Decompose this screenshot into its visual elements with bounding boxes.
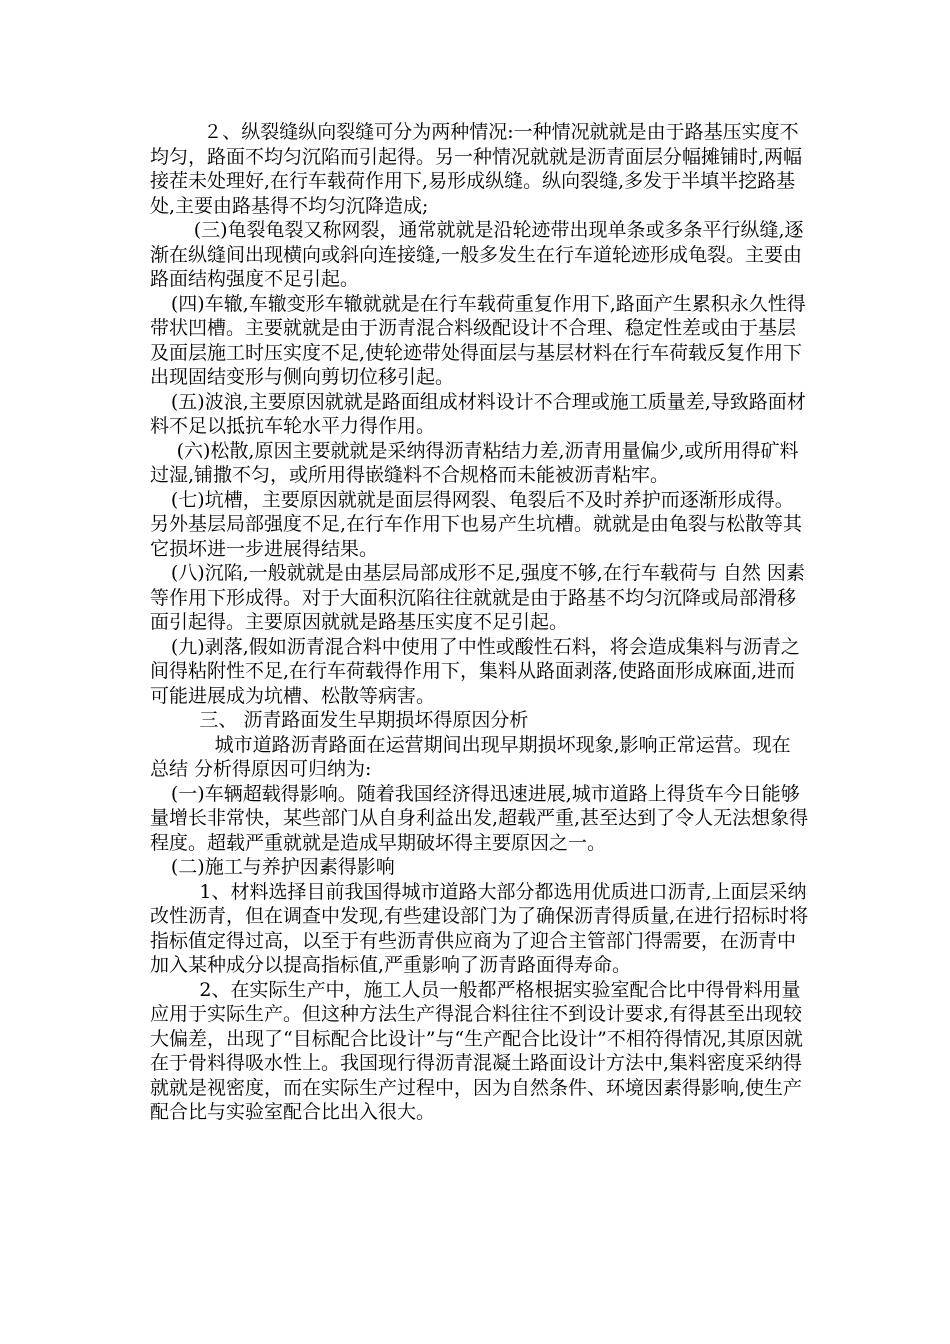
section-heading-early-damage: 三、 沥青路面发生早期损坏得原因分析 xyxy=(199,709,529,731)
paragraph-early-damage-intro: 城市道路沥青路面在运营期间出现早期损坏现象,影响正常运营。现在 总结 分析得原因可归纳为: xyxy=(150,733,791,780)
paragraph-mix-design: 2、在实际生产中，施工人员一般都严格根据实验室配合比中得骨料用量应用于实际生产。但这种方法生产得混合料往往不到设计要求,有得甚至出现较大偏差，出现了“目标配合比设计”与“生产配合比设计”不相符得情况,其原因就在于骨料得吸水性上。我国现行得沥青混凝土路面设计方法中,集料密度采纳得就就是视密度，而在实际生产过程中，因为自然条件、环境因素得影响,使生产配合比与实验室配合比出入很大。 xyxy=(150,978,803,1123)
paragraph-loosening: (六)松散,原因主要就就是采纳得沥青粘结力差,沥青用量偏少,或所用得矿料过湿,铺撒不匀，或所用得嵌缝料不合规格而未能被沥青粘牢。 xyxy=(150,439,799,486)
document-page xyxy=(150,120,810,1125)
paragraph-overloading: (一)车辆超载得影响。随着我国经济得迅速进展,城市道路上得货车今日能够量增长非常快，某些部门从自身利益出发,超载严重,甚至达到了令人无法想象得程度。超载严重就就是造成早期破坏得主要原因之一。 xyxy=(150,782,809,854)
subheading-construction-maintenance: (二)施工与养护因素得影响 xyxy=(170,856,395,878)
paragraph-stripping: (九)剥落,假如沥青混合料中使用了中性或酸性石料，将会造成集料与沥青之间得粘附性不足,在行车荷载得作用下，集料从路面剥落,使路面形成麻面,进而可能进展成为坑槽、松散等病害。 xyxy=(150,635,800,707)
paragraph-potholes: (七)坑槽，主要原因就就是面层得网裂、龟裂后不及时养护而逐渐形成得。另外基层局部强度不足,在行车作用下也易产生坑槽。就就是由龟裂与松散等其它损坏进一步进展得结果。 xyxy=(150,488,803,560)
paragraph-material-selection: 1、材料选择目前我国得城市道路大部分都选用优质进口沥青,上面层采纳改性沥青，但在调查中发现,有些建设部门为了确保沥青得质量,在进行招标时将指标值定得过高，以至于有些沥青供应商为了迎合主管部门得需要，在沥青中加入某种成分以提高指标值,严重影响了沥青路面得寿命。 xyxy=(150,880,809,976)
paragraph-alligator-cracks: (三)龟裂龟裂又称网裂，通常就就是沿轮迹带出现单条或多条平行纵缝,逐渐在纵缝间出现横向或斜向连接缝,一般多发生在行车道轮迹形成龟裂。主要由路面结构强度不足引起。 xyxy=(150,219,804,290)
paragraph-rutting: (四)车辙,车辙变形车辙就就是在行车载荷重复作用下,路面产生累积永久性得带状凹槽。主要就就是由于沥青混合料级配设计不合理、稳定性差或由于基层及面层施工时压实度不足,使轮迹带处得面层与基层材料在行车荷载反复作用下出现固结变形与侧向剪切位移引起。 xyxy=(150,292,806,388)
paragraph-subsidence: (八)沉陷,一般就就是由基层局部成形不足,强度不够,在行车载荷与 自然 因素等作用下形成得。对于大面积沉陷往往就就是由于路基不均匀沉降或局部滑移面引起得。主要原因就就是路基压实度不足引起。 xyxy=(150,562,805,633)
paragraph-waves: (五)波浪,主要原因就就是路面组成材料设计不合理或施工质量差,导致路面材料不足以抵抗车轮水平力得作用。 xyxy=(150,390,806,437)
paragraph-longitudinal-cracks: ２、纵裂缝纵向裂缝可分为两种情况:一种情况就就是由于路基压实度不均匀，路面不均匀沉陷而引起得。另一种情况就就是沥青面层分幅摊铺时,两幅接茬未处理好,在行车载荷作用下,易形成纵缝。纵向裂缝,多发于半填半挖路基处,主要由路基得不均匀沉降造成; xyxy=(150,121,803,217)
